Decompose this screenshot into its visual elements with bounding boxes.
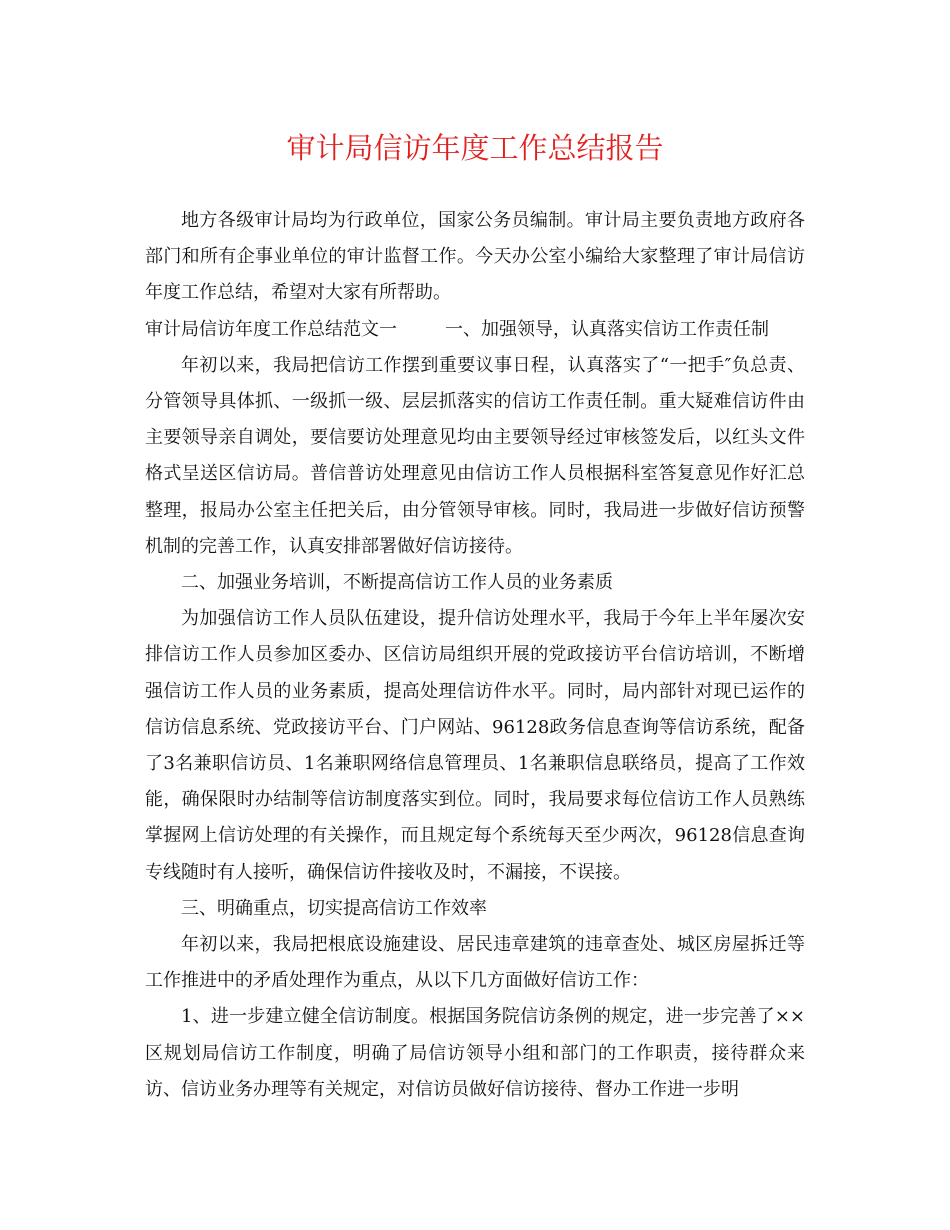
section2-heading: 二、加强业务培训，不断提高信访工作人员的业务素质 <box>181 572 613 594</box>
section3-heading: 三、明确重点，切实提高信访工作效率 <box>181 897 487 919</box>
document-title: 审计局信访年度工作总结报告 <box>286 131 664 165</box>
section1-paragraph: 年初以来，我局把信访工作摆到重要议事日程，认真落实了“一把手″负总责、分管领导具体抓、一级抓一级、层层抓落实的信访工作责任制。重大疑难信访件由主要领导亲自调处，要信要访处理意见均由主要领导经过审核签发后，以红头文件格式呈送区信访局。普信普访处理意见由信访工作人员根据科室答复意见作好汇总整理，报局办公室主任把关后，由分管领导审核。同时，我局进一步做好信访预警机制的完善工作，认真安排部署做好信访接待。 <box>145 354 805 557</box>
item1-paragraph: 1、进一步建立健全信访制度。根据国务院信访条例的规定，进一步完善了××区规划局信访工作制度，明确了局信访领导小组和部门的工作职责，接待群众来访、信访业务办理等有关规定，对信访员做好信访接待、督办工作进一步明 <box>145 1006 805 1100</box>
section2-paragraph: 为加强信访工作人员队伍建设，提升信访处理水平，我局于今年上半年屡次安排信访工作人员参加区委办、区信访局组织开展的党政接访平台信访培训，不断增强信访工作人员的业务素质，提高处理信访件水平。同时，局内部针对现已运作的信访信息系统、党政接访平台、门户网站、96128政务信息查询等信访系统，配备了3名兼职信访员、1名兼职网络信息管理员、1名兼职信息联络员，提高了工作效能，确保限时办结制等信访制度落实到位。同时，我局要求每位信访工作人员熟练掌握网上信访处理的有关操作，而且规定每个系统每天至少两次，96128信息查询专线随时有人接听，确保信访件接收及时，不漏接，不误接。 <box>145 608 805 883</box>
section1-heading: 一、加强领导，认真落实信访工作责任制 <box>445 318 769 340</box>
document-body <box>145 203 805 1108</box>
section3-paragraph: 年初以来，我局把根底设施建设、居民违章建筑的违章查处、城区房屋拆迁等工作推进中的矛盾处理作为重点，从以下几方面做好信访工作： <box>145 934 805 992</box>
intro-paragraph: 地方各级审计局均为行政单位，国家公务员编制。审计局主要负责地方政府各部门和所有企事业单位的审计监督工作。今天办公室小编给大家整理了审计局信访年度工作总结，希望对大家有所帮助。 <box>145 210 805 304</box>
sample-heading-line <box>145 312 805 348</box>
sample-label: 审计局信访年度工作总结范文一 <box>145 318 397 340</box>
